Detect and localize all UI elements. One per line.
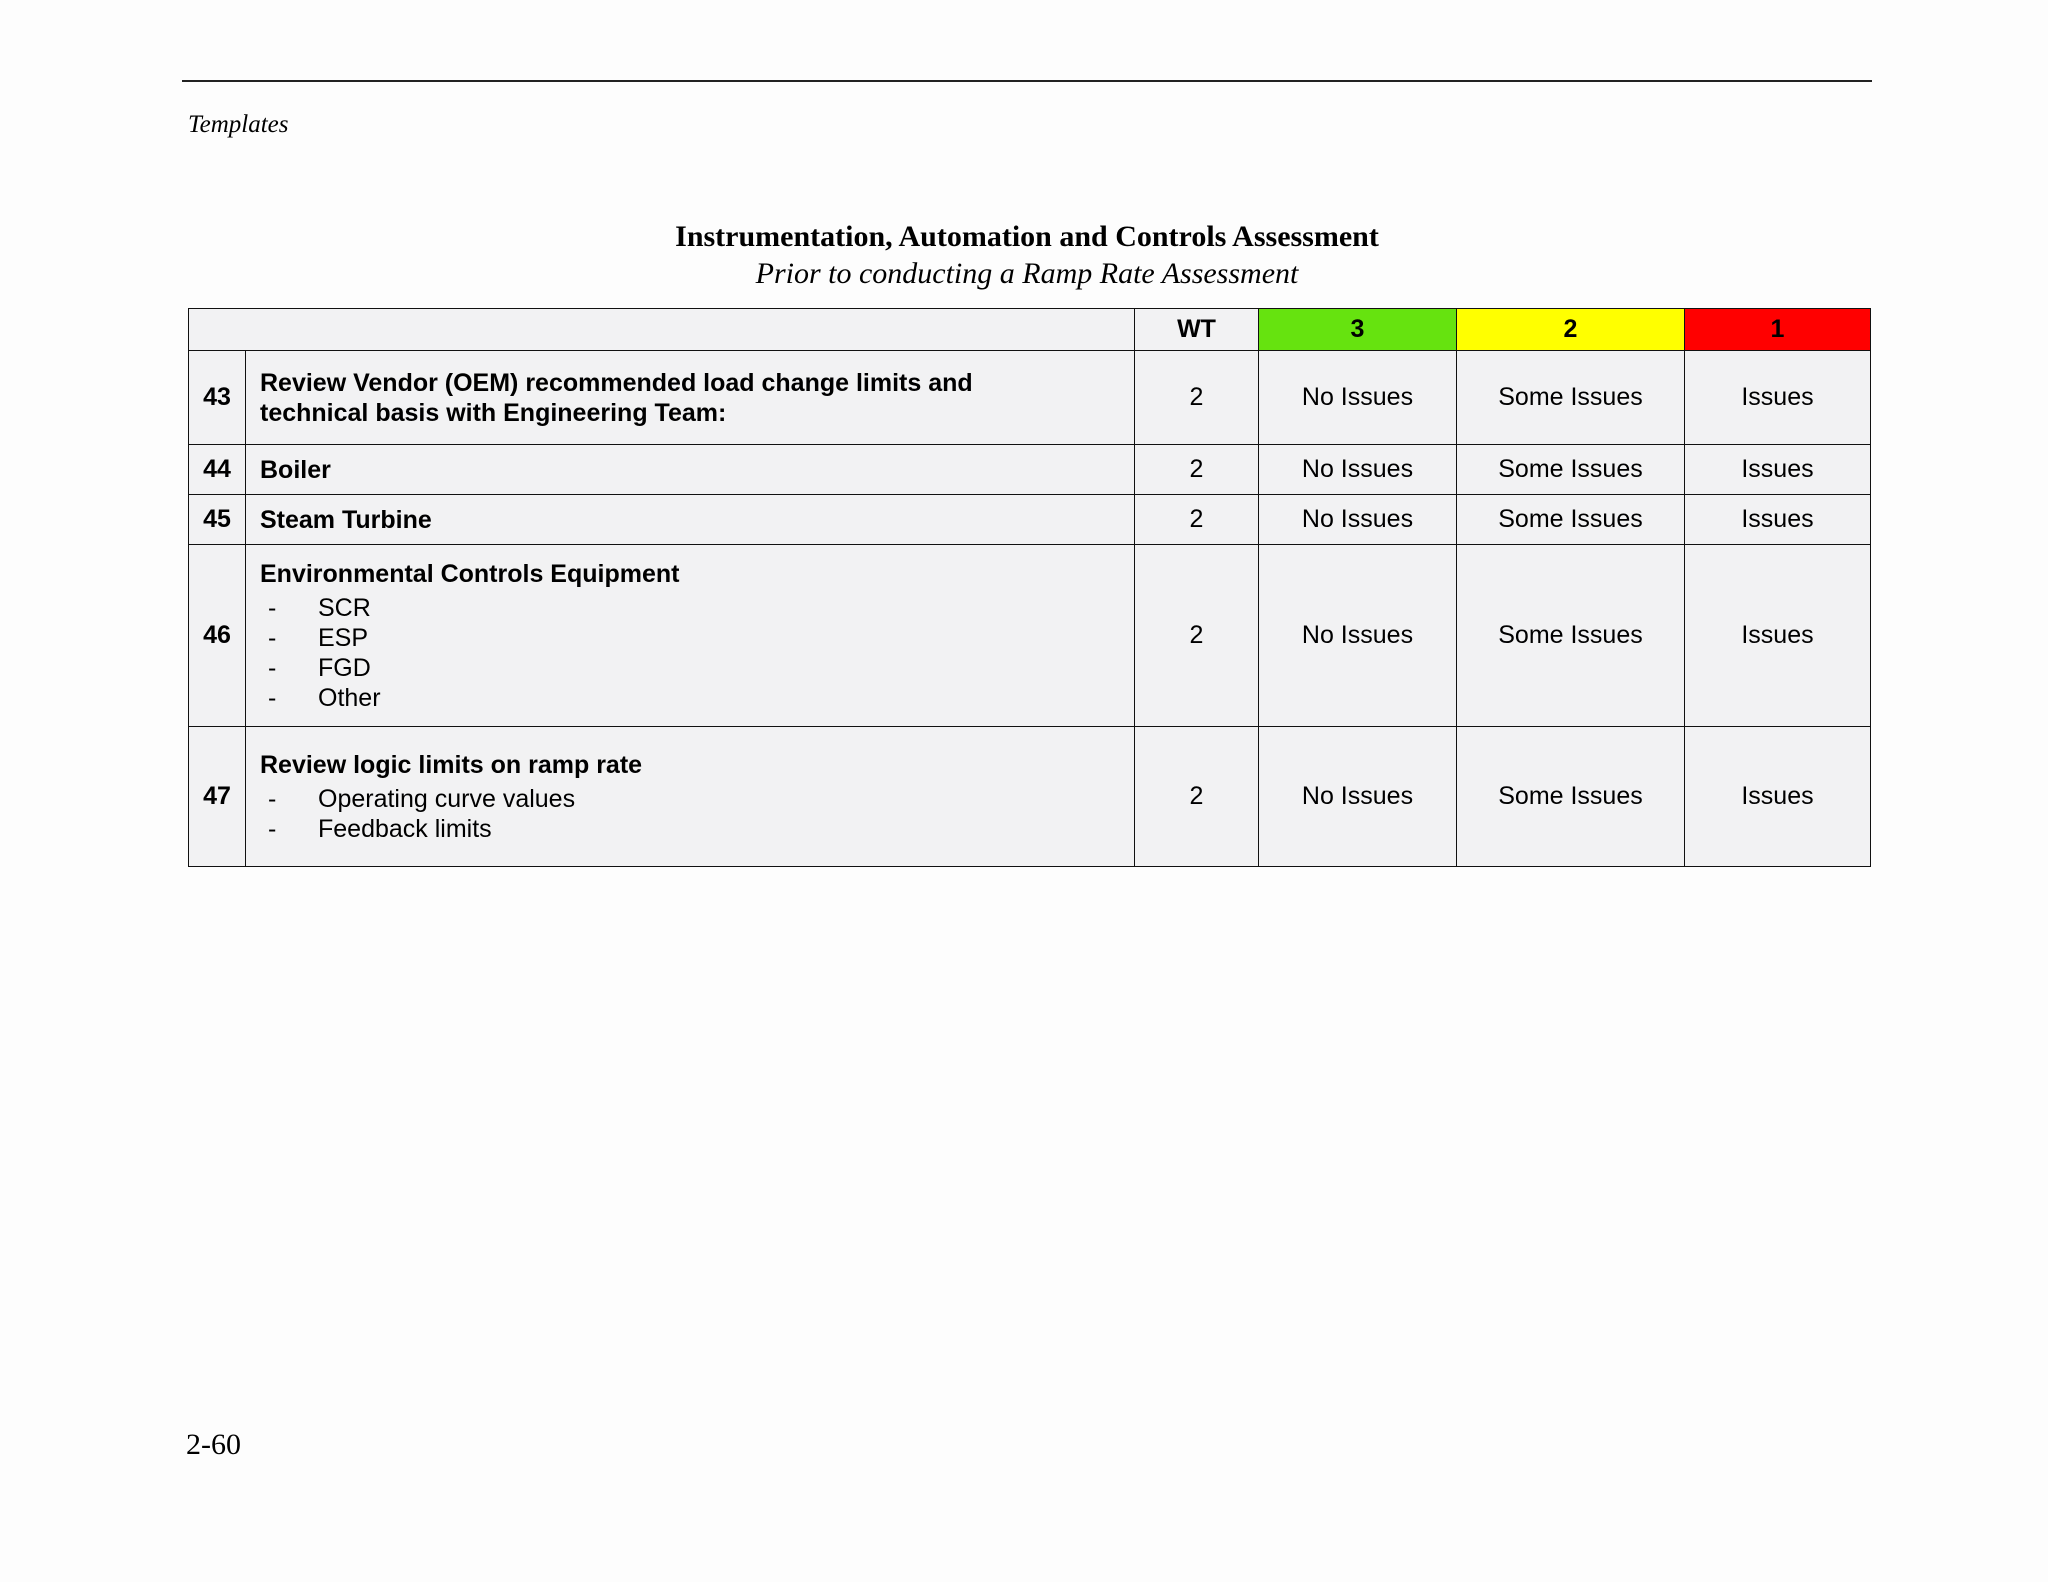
list-dash: - (268, 814, 277, 843)
list-item (260, 784, 1124, 814)
title-block (182, 218, 1872, 292)
row-score-2-text: Some Issues (1457, 351, 1685, 445)
list-item (260, 653, 1124, 683)
row-score-1-text: Issues (1685, 351, 1871, 445)
row-score-3-text: No Issues (1259, 545, 1457, 727)
list-dash: - (268, 593, 277, 622)
row-description (246, 727, 1135, 867)
row-title: Boiler (260, 455, 331, 484)
row-weight: 2 (1135, 351, 1259, 445)
row-number: 46 (189, 545, 246, 727)
row-weight: 2 (1135, 445, 1259, 495)
row-title: Environmental Controls Equipment (260, 559, 680, 588)
header-score-1: 1 (1685, 309, 1871, 351)
header-rule (182, 80, 1872, 82)
row-title (260, 368, 1124, 428)
row-score-2-text: Some Issues (1457, 545, 1685, 727)
list-dash: - (268, 653, 277, 682)
row-weight: 2 (1135, 727, 1259, 867)
table-row (189, 545, 1871, 727)
row-number: 47 (189, 727, 246, 867)
table-row (189, 495, 1871, 545)
row-weight: 2 (1135, 545, 1259, 727)
list-item-label: Other (318, 683, 381, 712)
row-title: Review logic limits on ramp rate (260, 750, 643, 779)
page-title: Instrumentation, Automation and Controls Assessment (675, 220, 1379, 253)
row-number: 44 (189, 445, 246, 495)
header-score-2: 2 (1457, 309, 1685, 351)
list-dash: - (268, 623, 277, 652)
list-item-label: Operating curve values (318, 784, 576, 813)
row-score-3-text: No Issues (1259, 727, 1457, 867)
list-dash: - (268, 784, 277, 813)
row-score-2-text: Some Issues (1457, 445, 1685, 495)
header-wt: WT (1135, 309, 1259, 351)
page-subtitle: Prior to conducting a Ramp Rate Assessment (755, 257, 1299, 290)
list-item (260, 814, 1124, 844)
list-item-label: Feedback limits (318, 814, 492, 843)
row-title: Steam Turbine (260, 505, 432, 534)
table-row (189, 351, 1871, 445)
list-dash: - (268, 683, 277, 712)
row-score-2-text: Some Issues (1457, 727, 1685, 867)
table-row (189, 445, 1871, 495)
list-item (260, 623, 1124, 653)
running-head: Templates (188, 111, 289, 138)
row-weight: 2 (1135, 495, 1259, 545)
list-item (260, 593, 1124, 623)
page-number: 2-60 (186, 1428, 241, 1461)
header-score-3: 3 (1259, 309, 1457, 351)
row-score-1-text: Issues (1685, 445, 1871, 495)
row-score-1-text: Issues (1685, 495, 1871, 545)
row-score-1-text: Issues (1685, 545, 1871, 727)
row-title-line: technical basis with Engineering Team: (260, 398, 727, 427)
row-description (246, 495, 1135, 545)
assessment-table (188, 308, 1871, 867)
table-row (189, 727, 1871, 867)
row-description (246, 351, 1135, 445)
table-header-row (189, 309, 1871, 351)
row-score-3-text: No Issues (1259, 495, 1457, 545)
row-score-3-text: No Issues (1259, 445, 1457, 495)
list-item-label: ESP (318, 623, 369, 652)
row-description (246, 545, 1135, 727)
row-title-line: Review Vendor (OEM) recommended load change limits and (260, 368, 973, 397)
sub-item-list (260, 784, 1124, 844)
row-score-1-text: Issues (1685, 727, 1871, 867)
row-number: 45 (189, 495, 246, 545)
list-item-label: SCR (318, 593, 371, 622)
header-blank-cell (189, 309, 1135, 351)
row-number: 43 (189, 351, 246, 445)
row-score-2-text: Some Issues (1457, 495, 1685, 545)
sub-item-list (260, 593, 1124, 713)
row-description (246, 445, 1135, 495)
list-item (260, 683, 1124, 713)
list-item-label: FGD (318, 653, 371, 682)
row-score-3-text: No Issues (1259, 351, 1457, 445)
